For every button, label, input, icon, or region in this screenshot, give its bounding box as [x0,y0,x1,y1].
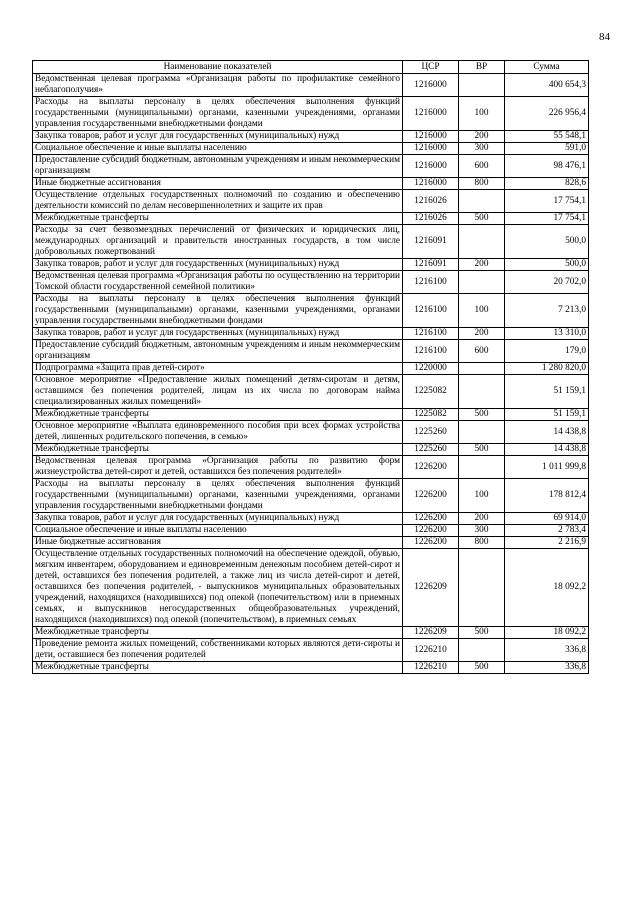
row-csr-cell: 1216091 [403,225,459,259]
table-row [33,131,589,143]
row-sum-cell: 51 159,1 [505,409,589,421]
row-name-cell: Расходы за счет безвозмездных перечислений от физических и юридических лиц, международных организаций и правительств иностранных государств, в том числе добровольных пожертвований [33,225,403,259]
table-row [33,178,589,190]
row-csr-cell: 1216100 [403,294,459,328]
row-sum-cell: 828,6 [505,178,589,190]
table-row [33,225,589,259]
row-name-cell: Межбюджетные трансферты [33,409,403,421]
row-name-cell: Основное мероприятие «Предоставление жилых помещений детям-сиротам и детям, оставшимся без попечения родителей, лицам из их числа по договорам найма специализированных жилых помещений» [33,375,403,409]
row-vr-cell: 300 [459,143,505,155]
row-name-cell: Ведомственная целевая программа «Организация работы по развитию форм жизнеустройства детей-сирот и детей, оставшихся без попечения родителей» [33,456,403,479]
table-row [33,375,589,409]
row-sum-cell: 1 011 999,8 [505,456,589,479]
table-row [33,662,589,674]
row-sum-cell: 1 280 820,0 [505,363,589,375]
row-csr-cell: 1216000 [403,178,459,190]
row-vr-cell [459,456,505,479]
row-name-cell: Ведомственная целевая программа «Организация работы по осуществлению на территории Томской области государственной семейной политики» [33,271,403,294]
table-row [33,294,589,328]
row-vr-cell: 100 [459,479,505,513]
row-sum-cell: 226 956,4 [505,97,589,131]
row-csr-cell: 1216100 [403,271,459,294]
row-sum-cell: 336,8 [505,662,589,674]
row-vr-cell: 300 [459,525,505,537]
row-name-cell: Ведомственная целевая программа «Организация работы по профилактике семейного неблагополучия» [33,74,403,97]
budget-table [32,60,589,674]
row-csr-cell: 1226210 [403,639,459,662]
row-sum-cell: 179,0 [505,340,589,363]
row-vr-cell [459,271,505,294]
table-row [33,456,589,479]
table-row [33,479,589,513]
row-name-cell: Закупка товаров, работ и услуг для государственных (муниципальных) нужд [33,131,403,143]
row-csr-cell: 1216000 [403,74,459,97]
row-vr-cell: 200 [459,259,505,271]
row-vr-cell: 500 [459,444,505,456]
row-sum-cell: 69 914,0 [505,513,589,525]
row-vr-cell: 200 [459,513,505,525]
row-csr-cell: 1225260 [403,421,459,444]
row-vr-cell [459,225,505,259]
row-csr-cell: 1220000 [403,363,459,375]
table-row [33,549,589,627]
row-vr-cell: 500 [459,409,505,421]
header-csr: ЦСР [403,61,459,74]
row-name-cell: Иные бюджетные ассигнования [33,537,403,549]
row-sum-cell: 20 702,0 [505,271,589,294]
row-vr-cell [459,375,505,409]
row-vr-cell: 500 [459,213,505,225]
table-row [33,444,589,456]
table-row [33,525,589,537]
row-vr-cell: 800 [459,537,505,549]
table-row [33,340,589,363]
row-sum-cell: 500,0 [505,259,589,271]
row-sum-cell: 7 213,0 [505,294,589,328]
row-name-cell: Осуществление отдельных государственных полномочий на обеспечение одеждой, обувью, мягким инвентарем, оборудованием и единовременным денежным пособием детей-сирот и детей, оставшихся без попечения родителей, а также лиц из числа детей-сирот и детей, оставшихся без попечения родителей, - выпускников муниципальных образовательных учреждений, находящихся (находившихся) под опекой (попечительством) или в приемных семьях, и выпускников негосударственных общеобразовательных учреждений, находящихся (находившихся) под опекой (попечительством), в приемных семьях [33,549,403,627]
row-name-cell: Закупка товаров, работ и услуг для государственных (муниципальных) нужд [33,259,403,271]
row-vr-cell: 800 [459,178,505,190]
row-vr-cell [459,74,505,97]
table-row [33,639,589,662]
row-csr-cell: 1225260 [403,444,459,456]
row-csr-cell: 1225082 [403,375,459,409]
row-vr-cell [459,190,505,213]
row-name-cell: Межбюджетные трансферты [33,213,403,225]
table-body [33,74,589,674]
table-row [33,190,589,213]
row-name-cell: Расходы на выплаты персоналу в целях обеспечения выполнения функций государственными (муниципальными) органами, казенными учреждениями, органами управления государственными внебюджетными фондами [33,97,403,131]
row-name-cell: Межбюджетные трансферты [33,627,403,639]
table-row [33,213,589,225]
row-name-cell: Предоставление субсидий бюджетным, автономным учреждениям и иным некоммерческим организациям [33,155,403,178]
row-csr-cell: 1216026 [403,213,459,225]
header-name: Наименование показателей [33,61,403,74]
row-name-cell: Предоставление субсидий бюджетным, автономным учреждениям и иным некоммерческим организациям [33,340,403,363]
row-csr-cell: 1226200 [403,525,459,537]
table-row [33,155,589,178]
row-vr-cell: 600 [459,340,505,363]
row-vr-cell: 100 [459,294,505,328]
table-header-row [33,61,589,74]
row-sum-cell: 18 092,2 [505,627,589,639]
table-row [33,328,589,340]
page-number: 84 [599,31,610,43]
row-csr-cell: 1216100 [403,328,459,340]
row-csr-cell: 1226209 [403,627,459,639]
row-name-cell: Межбюджетные трансферты [33,444,403,456]
row-sum-cell: 18 092,2 [505,549,589,627]
row-sum-cell: 55 548,1 [505,131,589,143]
row-csr-cell: 1226200 [403,479,459,513]
header-sum: Сумма [505,61,589,74]
row-name-cell: Закупка товаров, работ и услуг для государственных (муниципальных) нужд [33,513,403,525]
table-row [33,143,589,155]
row-vr-cell: 500 [459,627,505,639]
row-vr-cell [459,639,505,662]
table-row [33,421,589,444]
row-sum-cell: 400 654,3 [505,74,589,97]
row-csr-cell: 1216000 [403,97,459,131]
row-csr-cell: 1225082 [403,409,459,421]
row-name-cell: Осуществление отдельных государственных полномочий по созданию и обеспечению деятельности комиссий по делам несовершеннолетних и защите их прав [33,190,403,213]
row-csr-cell: 1226200 [403,456,459,479]
row-sum-cell: 17 754,1 [505,190,589,213]
row-sum-cell: 98 476,1 [505,155,589,178]
row-name-cell: Социальное обеспечение и иные выплаты населению [33,143,403,155]
row-name-cell: Проведение ремонта жилых помещений, собственниками которых являются дети-сироты и дети, оставшиеся без попечения родителей [33,639,403,662]
row-sum-cell: 14 438,8 [505,421,589,444]
row-sum-cell: 336,8 [505,639,589,662]
row-name-cell: Основное мероприятие «Выплата единовременного пособия при всех формах устройства детей, лишенных родительского попечения, в семью» [33,421,403,444]
row-sum-cell: 13 310,0 [505,328,589,340]
row-vr-cell: 600 [459,155,505,178]
row-name-cell: Межбюджетные трансферты [33,662,403,674]
table-row [33,259,589,271]
row-sum-cell: 178 812,4 [505,479,589,513]
row-csr-cell: 1226209 [403,549,459,627]
row-csr-cell: 1216091 [403,259,459,271]
row-csr-cell: 1216000 [403,131,459,143]
row-vr-cell: 200 [459,131,505,143]
row-csr-cell: 1226200 [403,537,459,549]
table-row [33,513,589,525]
row-name-cell: Иные бюджетные ассигнования [33,178,403,190]
table-row [33,363,589,375]
row-csr-cell: 1216100 [403,340,459,363]
row-vr-cell [459,363,505,375]
row-sum-cell: 51 159,1 [505,375,589,409]
row-sum-cell: 14 438,8 [505,444,589,456]
header-vr: ВР [459,61,505,74]
table-row [33,537,589,549]
row-csr-cell: 1216000 [403,155,459,178]
table-row [33,627,589,639]
row-name-cell: Подпрограмма «Защита прав детей-сирот» [33,363,403,375]
row-vr-cell [459,421,505,444]
row-name-cell: Расходы на выплаты персоналу в целях обеспечения выполнения функций государственными (муниципальными) органами, казенными учреждениями, органами управления государственными внебюджетными фондами [33,479,403,513]
row-sum-cell: 17 754,1 [505,213,589,225]
row-csr-cell: 1226210 [403,662,459,674]
row-name-cell: Закупка товаров, работ и услуг для государственных (муниципальных) нужд [33,328,403,340]
row-vr-cell: 500 [459,662,505,674]
row-sum-cell: 591,0 [505,143,589,155]
table-row [33,74,589,97]
row-vr-cell [459,549,505,627]
row-vr-cell: 200 [459,328,505,340]
row-vr-cell: 100 [459,97,505,131]
row-sum-cell: 500,0 [505,225,589,259]
row-csr-cell: 1226200 [403,513,459,525]
table-row [33,409,589,421]
row-csr-cell: 1216026 [403,190,459,213]
table-row [33,97,589,131]
row-name-cell: Расходы на выплаты персоналу в целях обеспечения выполнения функций государственными (муниципальными) органами, казенными учреждениями, органами управления государственными внебюджетными фондами [33,294,403,328]
row-name-cell: Социальное обеспечение и иные выплаты населению [33,525,403,537]
table-row [33,271,589,294]
row-sum-cell: 2 216,9 [505,537,589,549]
row-sum-cell: 2 783,4 [505,525,589,537]
row-csr-cell: 1216000 [403,143,459,155]
